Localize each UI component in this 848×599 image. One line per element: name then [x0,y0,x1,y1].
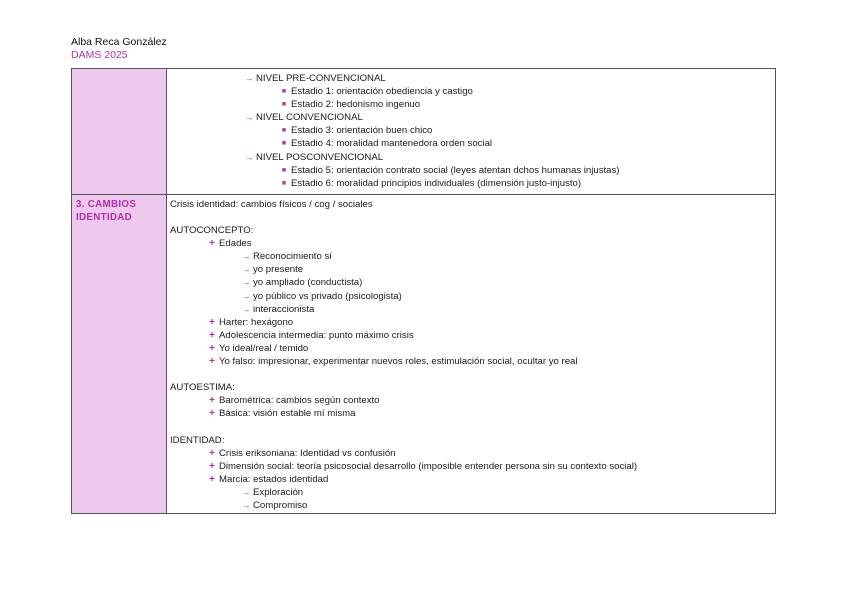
square-bullet-icon: ■ [281,88,287,96]
plus-bullet-icon: + [209,447,215,459]
square-bullet-icon: ■ [281,127,287,135]
notes-table [71,68,776,514]
content-cell-identity [167,194,776,513]
list-item: + Crisis eriksoniana: Identidad vs confusión [167,447,775,460]
list-item: → Exploración [167,486,775,499]
side-cell-empty [72,69,167,195]
list-item: + Harter: hexágono [167,316,775,329]
autoconcepto-heading: AUTOCONCEPTO: [170,225,254,237]
section-label-cell [72,194,167,513]
plus-bullet-icon: + [209,238,215,250]
identidad-heading: IDENTIDAD: [170,434,225,446]
list-item: ■ Estadio 1: orientación obediencia y castigo [167,85,775,98]
list-item: → NIVEL POSCONVENCIONAL [167,151,775,164]
content-cell-moral-stages [167,69,776,195]
plus-bullet-icon: + [209,329,215,341]
list-item: → yo público vs privado (psicologista) [167,290,775,303]
list-item: → NIVEL CONVENCIONAL [167,111,775,124]
list-item: + Básica: visión estable mí misma [167,407,775,420]
plus-bullet-icon: + [209,342,215,354]
arrow-bullet-icon: → [241,290,251,301]
list-item: ■ Estadio 6: moralidad principios individuales (dimensión justo-injusto) [167,177,775,190]
plus-bullet-icon: + [209,316,215,328]
section-title-line2: IDENTIDAD [76,211,133,223]
autoestima-heading: AUTOESTIMA: [170,382,235,394]
intro-text: Crisis identidad: cambios físicos / cog / sociales [170,198,373,210]
plus-bullet-icon: + [209,395,215,407]
table-row-identity-changes [72,194,776,513]
list-item: ■ Estadio 3: orientación buen chico [167,124,775,137]
arrow-bullet-icon: → [241,500,251,510]
table-row-moral-stages [72,69,776,195]
arrow-bullet-icon: → [241,486,251,497]
plus-bullet-icon: + [209,473,215,485]
author-name: Alba Reca González [71,36,167,48]
arrow-bullet-icon: → [241,264,251,275]
list-item: ■ Estadio 2: hedonismo ingenuo [167,98,775,111]
list-item: + Dimensión social: teoría psicosocial desarrollo (imposible entender persona sin su contexto social) [167,460,775,473]
list-item: → Compromiso [167,499,775,512]
list-item: + Barométrica: cambios según contexto [167,394,775,407]
arrow-bullet-icon: → [241,251,251,262]
arrow-bullet-icon: → [241,303,251,314]
plus-bullet-icon: + [209,460,215,472]
list-item: + Edades [167,237,775,250]
list-item: + Yo ideal/real / temido [167,342,775,355]
square-bullet-icon: ■ [281,101,287,109]
document-header [71,36,167,62]
list-item: → Reconocimiento sí [167,250,775,263]
list-item: + Yo falso: impresionar, experimentar nuevos roles, estimulación social, ocultar yo real [167,355,775,368]
square-bullet-icon: ■ [281,179,287,187]
list-item: → interaccionista [167,303,775,316]
list-item: ■ Estadio 5: orientación contrato social (leyes atentan dchos humanas injustas) [167,164,775,177]
section-title-line1: 3. CAMBIOS [76,198,137,210]
square-bullet-icon: ■ [281,166,287,174]
plus-bullet-icon: + [209,408,215,420]
arrow-bullet-icon: → [244,73,254,83]
list-item: → yo ampliado (conductista) [167,276,775,289]
plus-bullet-icon: + [209,355,215,367]
square-bullet-icon: ■ [281,140,287,148]
arrow-bullet-icon: → [244,112,254,123]
arrow-bullet-icon: → [244,151,254,162]
list-item: → NIVEL PRE-CONVENCIONAL [167,72,775,85]
course-label: DAMS 2025 [71,49,128,61]
list-item: → yo presente [167,263,775,276]
arrow-bullet-icon: → [241,277,251,288]
list-item: + Adolescencia intermedia: punto máximo crisis [167,329,775,342]
list-item: + Marcia: estados identidad [167,473,775,486]
list-item: ■ Estadio 4: moralidad mantenedora orden social [167,137,775,150]
